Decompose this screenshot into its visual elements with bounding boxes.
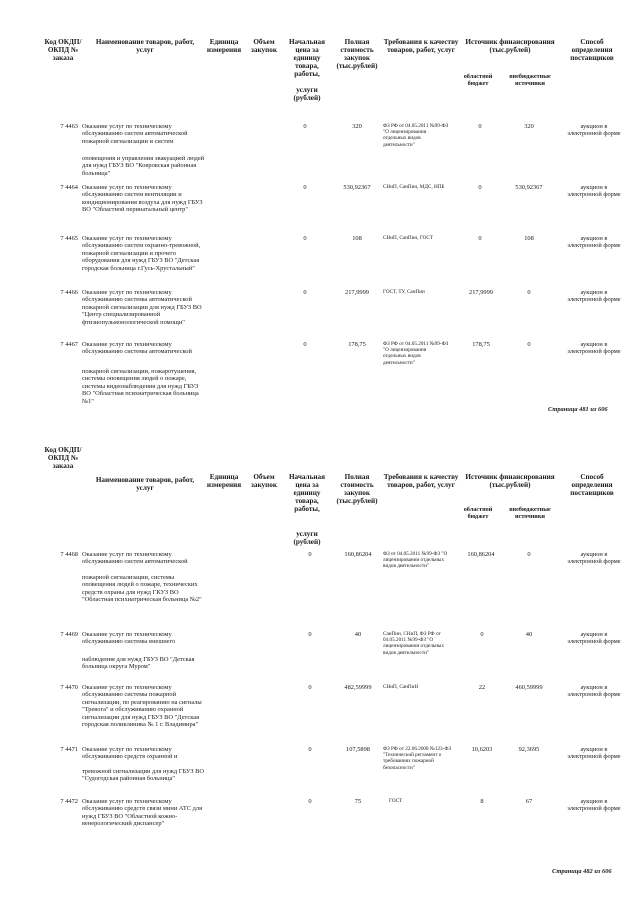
header-source-regional: областной бюджет [463, 73, 493, 87]
row-extrabudget: 320 [524, 123, 534, 130]
row-requirements: ФЗ РФ от 22.06.2008 №123-ФЗ "Технический регламент о требованиях пожарной безопасности" [383, 746, 452, 771]
row-code: 7 4468 [60, 551, 78, 558]
row-cost: 75 [354, 798, 362, 805]
row-regional: 0 [478, 184, 482, 191]
row-price: 0 [308, 746, 312, 753]
row-requirements: ФЗ от 04.05.2011 №99-ФЗ "О лицензировании отдельных видов деятельности" [383, 551, 448, 570]
header-full-cost: Полная стоимость закупок (тыс.рублей) [336, 473, 378, 506]
row-code: 7 4471 [60, 746, 78, 753]
row-extrabudget: 0 [527, 289, 531, 296]
document-page-481 [0, 0, 640, 440]
row-requirements: СанПин, СНиП, ФЗ РФ от 04.05.2011 №99-ФЗ "О лицензировании отдельных видов деятельности" [383, 631, 445, 656]
row-name: Оказание услуг по техническому обслуживанию средств охранной и [82, 746, 178, 761]
row-name-continued: тревожной сигнализации для нужд ГБУЗ ВО "Судогодская районная больница" [82, 768, 205, 783]
row-requirements: ФЗ РФ от 04.05.2011 №99-ФЗ "О лицензировании отдельных видов деятельности" [383, 123, 449, 148]
row-price: 0 [303, 235, 307, 242]
row-regional: 0 [478, 235, 482, 242]
row-name-continued: пожарной сигнализации, системы оповещения людей о пожаре, технических средств охраны для нужд ГКУЗ ВО "Областная психиатрическая больница №2" [82, 574, 202, 604]
row-requirements: СНиП, СанПиН [383, 684, 419, 690]
header-name: Наименование товаров, работ, услуг [95, 476, 195, 493]
header-method: Способ определения поставщиков [570, 38, 614, 63]
row-requirements: ФЗ РФ от 04.05.2011 №99-ФЗ "О лицензировании отдельных видов деятельности" [383, 341, 449, 366]
header-start-price: Начальная цена за единицу товара, работы, [288, 38, 326, 79]
row-extrabudget: 0 [527, 551, 531, 558]
header-code: Код ОКДП/ ОКПД № заказа [44, 38, 82, 63]
row-code: 7 4470 [60, 684, 78, 691]
row-method: аукцион в электронной форме [567, 684, 621, 699]
row-method: аукцион в электронной форме [567, 631, 621, 646]
row-method: аукцион в электронной форме [567, 184, 621, 199]
header-volume: Объем закупок [251, 38, 277, 55]
header-requirements: Требования к качеству товаров, работ, услуг [383, 473, 459, 490]
row-price: 0 [303, 341, 307, 348]
row-name-continued: наблюдения для нужд ГБУЗ ВО "Детская больница округа Муром" [82, 656, 195, 671]
row-method: аукцион в электронной форме [567, 746, 621, 761]
header-full-cost: Полная стоимость закупок (тыс.рублей) [336, 38, 378, 71]
row-extrabudget: 108 [524, 235, 534, 242]
header-unit: Единица измерения [206, 473, 242, 490]
row-cost: 178,75 [348, 341, 366, 348]
row-extrabudget: 530,92367 [515, 184, 543, 191]
row-cost: 482,59999 [344, 684, 372, 691]
row-name-continued: пожарной сигнализации, пожаротушения, системы оповещения людей о пожаре, системы видеонаблюдения для нужд ГБУЗ ВО "Областная психиатрическая больница №1" [82, 368, 199, 405]
row-name: Оказание услуг по техническому обслуживанию систем охранно-тревожной, пожарной сигнализации и прочего оборудования для нужд ГБУЗ ВО "Детская городская больница г.Гусь-Хрустальный" [82, 235, 201, 272]
header-source-regional: областной бюджет [463, 506, 493, 520]
row-price: 0 [308, 551, 312, 558]
row-price: 0 [308, 798, 312, 805]
row-cost: 40 [354, 631, 362, 638]
header-unit: Единица измерения [206, 38, 242, 55]
row-method: аукцион в электронной форме [567, 341, 621, 356]
row-name: Оказание услуг по техническому обслуживанию системы автоматической пожарной сигнализации для нужд ГБУЗ ВО "Центр специализированной фтизиопульмонологической помощи" [82, 289, 202, 326]
row-cost: 160,86204 [344, 551, 372, 558]
row-price: 0 [308, 684, 312, 691]
row-price: 0 [308, 631, 312, 638]
row-code: 7 4463 [60, 123, 78, 130]
row-regional: 8 [480, 798, 484, 805]
row-code: 7 4469 [60, 631, 78, 638]
page-number: Страница 481 из 606 [548, 406, 608, 413]
row-requirements: ГОСТ, ТУ, СанПин [383, 289, 425, 295]
row-cost: 530,92367 [343, 184, 371, 191]
header-source-extrabudget: внебюджетные источники [509, 506, 551, 520]
row-name-continued: оповещения и управления эвакуацией людей для нужд ГБУЗ ВО "Ковровская районная больница" [82, 155, 205, 177]
row-name: Оказание услуг по техническому обслуживанию системы автоматической [82, 341, 192, 356]
row-code: 7 4464 [60, 184, 78, 191]
row-regional: 22 [478, 684, 486, 691]
row-regional: 160,86204 [467, 551, 495, 558]
header-start-price-services: услуги (рублей) [293, 86, 321, 103]
row-requirements: СНиП, СанПин, МДС, НПБ [383, 184, 445, 190]
row-name: Оказание услуг по техническому обслуживанию систем автоматической [82, 551, 188, 566]
row-code: 7 4465 [60, 235, 78, 242]
row-name: Оказание услуг по техническому обслуживанию средств связи мини АТС для нужд ГБУЗ ВО "Областной кожно-венерологический диспансер" [82, 798, 203, 828]
row-extrabudget: 92,3695 [518, 746, 540, 753]
row-price: 0 [303, 123, 307, 130]
row-requirements: ГОСТ [389, 798, 403, 804]
row-code: 7 4467 [60, 341, 78, 348]
row-cost: 217,9999 [345, 289, 369, 296]
header-source: Источник финансирования (тыс.рублей) [465, 38, 555, 55]
header-source: Источник финансирования (тыс.рублей) [465, 473, 555, 490]
row-method: аукцион в электронной форме [567, 289, 621, 304]
row-name: Оказание услуг по техническому обслуживанию систем автоматической пожарной сигнализации и систем [82, 123, 188, 145]
row-price: 0 [303, 289, 307, 296]
row-regional: 217,9999 [469, 289, 493, 296]
page-number: Страница 482 из 606 [552, 868, 612, 875]
row-method: аукцион в электронной форме [567, 551, 621, 566]
row-regional: 178,75 [472, 341, 490, 348]
row-extrabudget: 67 [525, 798, 533, 805]
row-name: Оказание услуг по техническому обслуживанию системы внешнего [82, 631, 176, 646]
row-cost: 108 [352, 235, 362, 242]
row-code: 7 4466 [60, 289, 78, 296]
row-extrabudget: 460,59999 [515, 684, 543, 691]
row-name: Оказание услуг по техническому обслуживанию системы пожарной сигнализации, по реагированию на сигналы "Тревога" и обслуживанию охранной сигнализации для нужд ГБУЗ ВО "Детская городская поликлиника № 1 г. Владимира" [82, 684, 202, 729]
row-extrabudget: 40 [525, 631, 533, 638]
header-code: Код ОКДП/ ОКПД № заказа [44, 446, 82, 471]
row-method: аукцион в электронной форме [567, 123, 621, 138]
header-requirements: Требования к качеству товаров, работ, услуг [383, 38, 459, 55]
header-start-price: Начальная цена за единицу товара, работы, [288, 473, 326, 514]
header-method: Способ определения поставщиков [570, 473, 614, 498]
header-name: Наименование товаров, работ, услуг [95, 38, 195, 55]
row-regional: 0 [480, 631, 484, 638]
row-regional: 0 [478, 123, 482, 130]
row-name: Оказание услуг по техническому обслуживанию систем вентиляции и кондиционирования воздуха для нужд ГБУЗ ВО "Областной перинатальный центр" [82, 184, 203, 214]
row-price: 0 [303, 184, 307, 191]
header-start-price-services: услуги (рублей) [293, 530, 321, 547]
header-volume: Объем закупок [251, 473, 277, 490]
row-code: 7 4472 [60, 798, 78, 805]
row-cost: 107,5898 [346, 746, 370, 753]
row-regional: 10,6203 [471, 746, 493, 753]
row-extrabudget: 0 [527, 341, 531, 348]
row-method: аукцион в электронной форме [567, 798, 621, 813]
header-source-extrabudget: внебюджетные источники [509, 73, 551, 87]
row-cost: 320 [352, 123, 362, 130]
row-requirements: СНиП, СанПин, ГОСТ [383, 235, 434, 241]
row-method: аукцион в электронной форме [567, 235, 621, 250]
document-page-482 [0, 440, 640, 905]
